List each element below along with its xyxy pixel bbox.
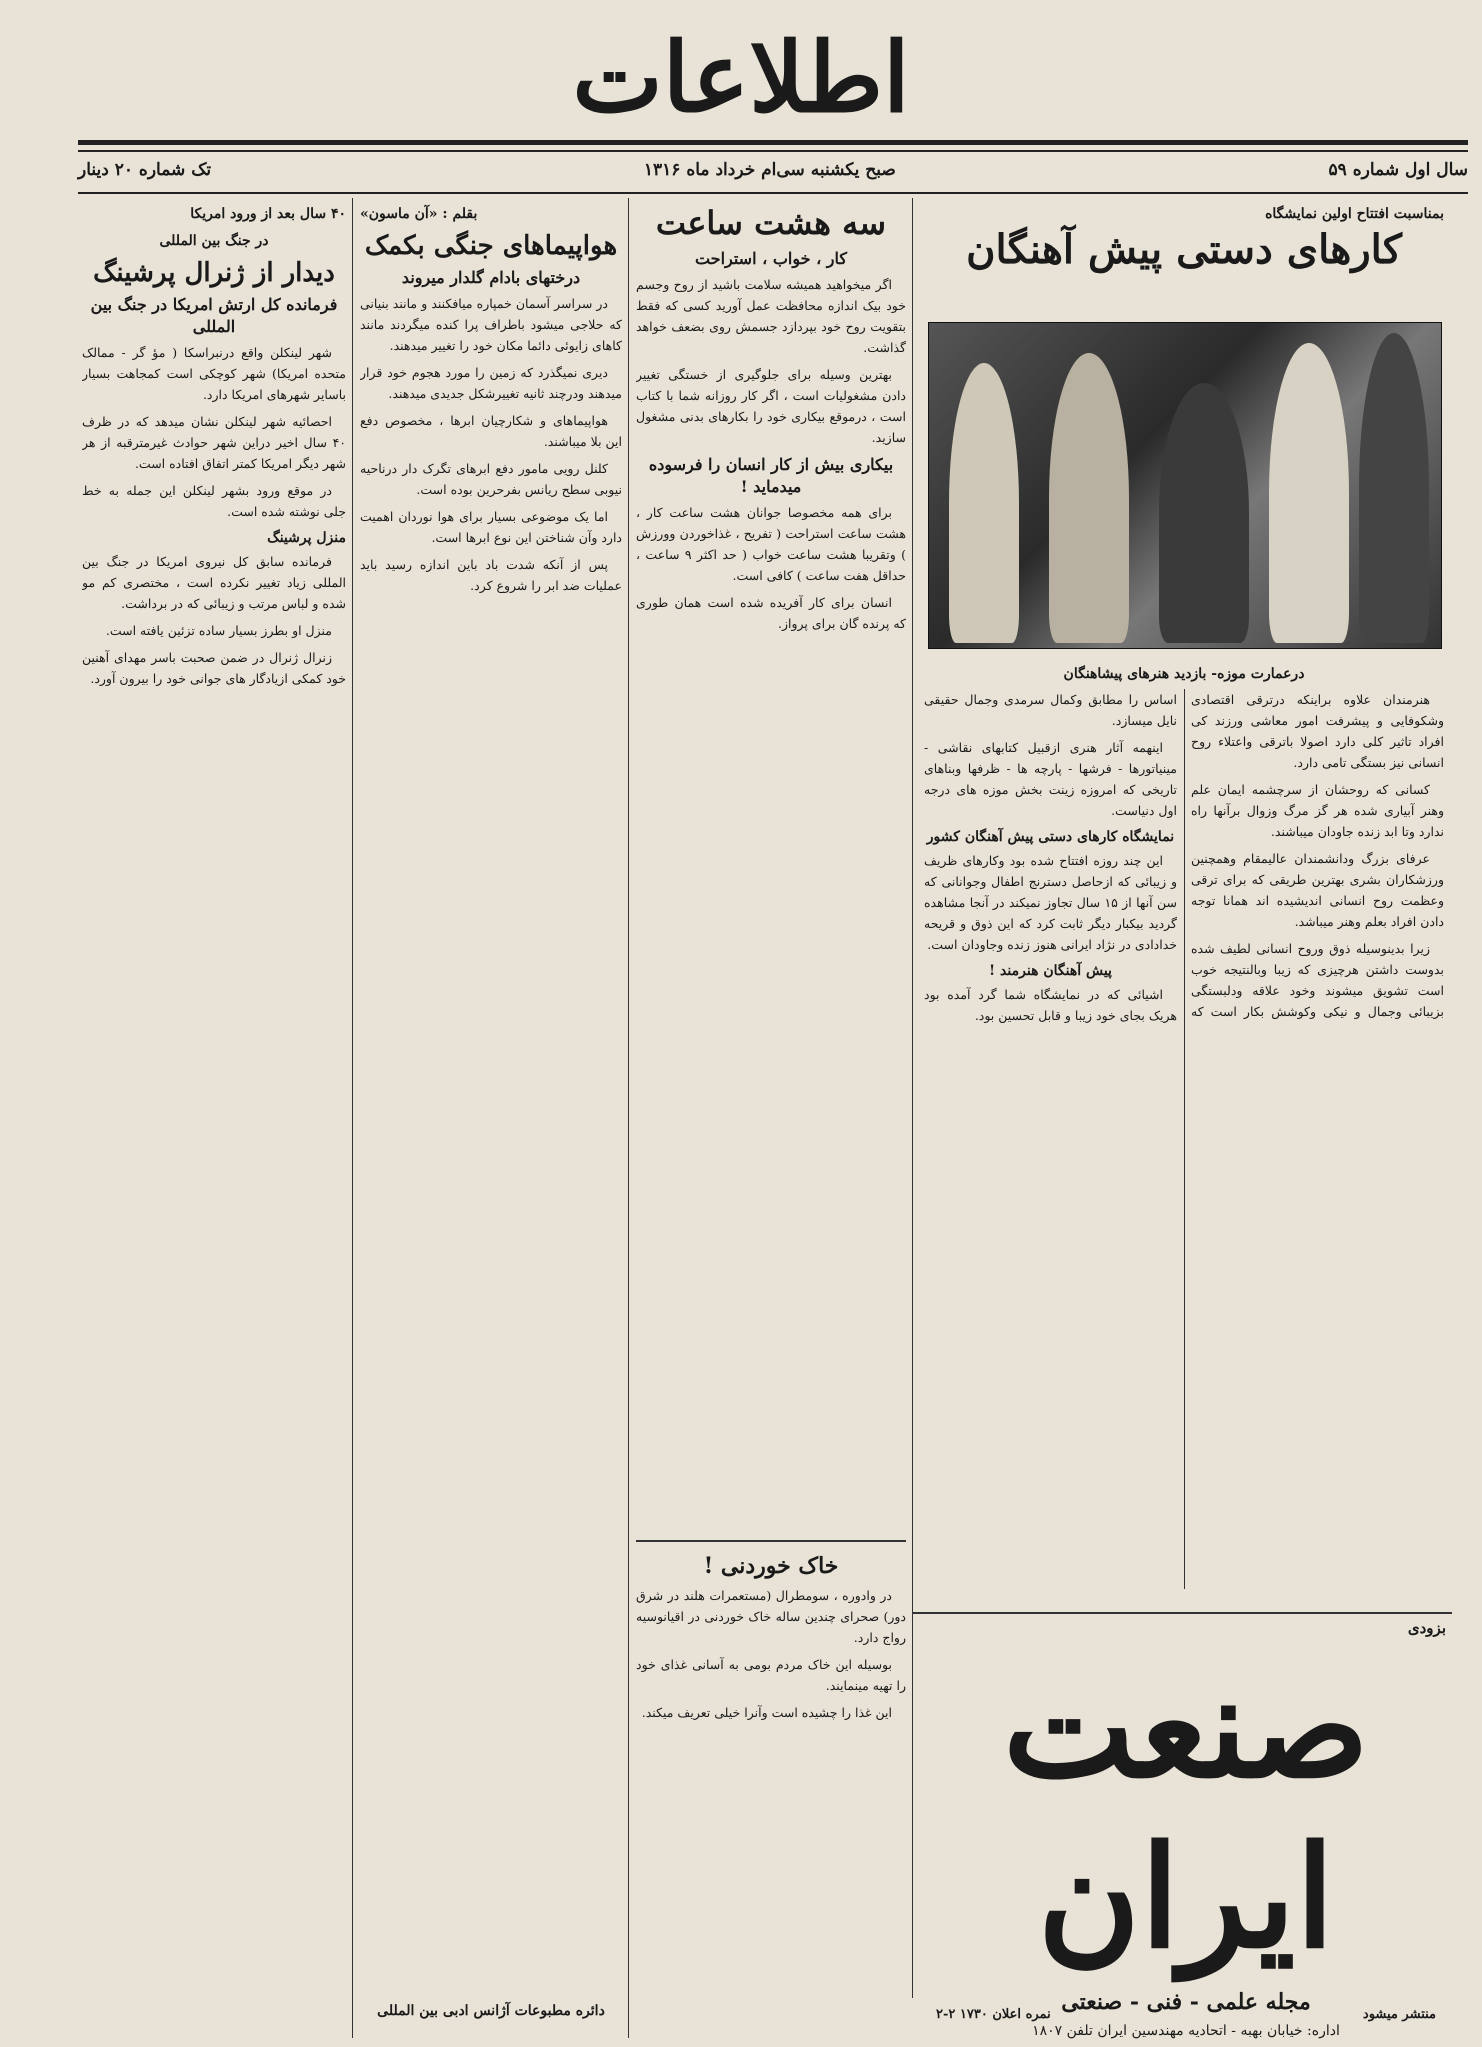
paragraph: هواپیماهای و شکارچیان ابرها ، مخصوص دفع این بلا میباشند. [360,413,622,449]
ad-subtitle: مجله علمی - فنی - صنعتی [1061,1989,1311,2015]
article-war-planes [360,198,622,2028]
dateline-rule [78,192,1468,194]
ad-tag: بزودی [1407,1619,1446,1637]
article-body [360,293,622,596]
article-subhead: کار ، خواب ، استراحت [694,249,848,268]
section-heading: نمایشگاه کارهای دستی پیش آهنگان کشور [926,829,1175,845]
photo-figure [1049,353,1129,643]
column-separator [352,198,353,2038]
photo-caption: درعمارت موزه- بازدید هنرهای پیشاهنگان [1063,666,1305,682]
article-byline: بقلم : «آن ماسون» [360,206,478,222]
paragraph: زیرا بدینوسیله ذوق وروح انسانی لطیف شده بدوست داشتن هرچیزی که زیبا وبالنتیجه خوب است تشویق میشوند وخود علاقه ودلبستگی بزیبائی وجمال و نیکی وکوشش بکار است که اساس را مطابق وکمال سرمدی وجمال حقیقی نایل میسازد. [924,692,1444,1019]
article-three-eights [636,198,906,1528]
photo-figure [1159,383,1249,643]
ad-separator [912,1612,1452,1614]
article-pioneers-body [924,660,1444,1610]
paragraph: اگر میخواهید همیشه سلامت باشید از روح وجسم خود بیک اندازه محافظت عمل آورید کسی که فقط بتقویت روح خود بپردازد جسمش روی بضعف خواهد گذاشت. [636,277,906,355]
advertisement-sanat-iran [926,1619,1446,2039]
article-footer: دائره مطبوعات آژانس ادبی بین المللی [377,2003,605,2019]
article-kicker-sub: در جنگ بین المللی [159,233,269,249]
ad-footer [926,2007,1446,2022]
article-headline: خاک خوردنی ! [703,1553,839,1579]
masthead-rule [78,140,1468,145]
article-kicker: بمناسبت افتتاح اولین نمایشگاه [1265,206,1444,222]
article-headline: کارهای دستی پیش آهنگان [966,226,1402,273]
paragraph: پس از آنکه شدت باد باین اندازه رسید باید عملیات ضد ابر را شروع کرد. [360,557,622,593]
issue-date: صبح یکشنبه سی‌ام خرداد ماه ۱۳۱۶ [643,160,896,180]
photo-figure [1269,343,1349,643]
ad-address: اداره: خیابان بهبه - اتحادیه مهندسین ایران تلفن ۱۸۰۷ [1032,2023,1340,2039]
article-kicker: ۴۰ سال بعد از ورود امریکا [190,206,346,222]
photo-figure [1359,333,1429,643]
paragraph: عرفای بزرگ ودانشمندان عالیمقام وهمچنین ورزشکاران بشری بهترین طریقی که برای ترقی وعظمت روح انسانی اندیشیده اند همانا توجه دادن افراد بعلم وهنر میباشد. [1191,851,1444,929]
section-heading: پیش آهنگان هنرمند ! [989,963,1112,979]
section-heading: منزل پرشینگ [267,530,346,546]
paragraph: در موقع ورود بشهر لینکلن این جمله به خط جلی نوشته شده است. [82,483,346,519]
article-body [636,274,906,634]
article-body [82,342,346,689]
paragraph: کسانی که روحشان از سرچشمه ایمان علم وهنر آبیاری شده هر گز مرگ وزوال برآنها راه ندارد وتا ابد زنده جاودان میباشند. [1191,782,1444,839]
article-edible-soil [636,1548,906,2028]
box-separator [636,1540,906,1542]
paragraph: زنرال ژنرال در ضمن صحبت باسر مهدای آهنین خود کمکی ازیادگار های جوانی خود را بیرون آورد. [82,650,346,686]
article-headline: سه هشت ساعت [655,204,887,242]
paragraph: این غذا را چشیده است وآنرا خیلی تعریف میکند. [641,1705,892,1720]
article-pullquote: بیکاری بیش از کار انسان را فرسوده میدماید ! [648,455,894,496]
paragraph: برای همه مخصوصا جوانان هشت ساعت کار ، هشت ساعت استراحت ( تفریح ، غذاخوردن وورزش ) وتقریبا هشت ساعت خواب ( حد اکثر ۹ ساعت ، حداقل هفت ساعت ) کافی است. [636,505,906,583]
paragraph: شهر لینکلن واقع درنبراسکا ( مؤ گر - ممالک متحده امریکا) شهر کوچکی است کمجاهت بسیار باسایر شهرهای امریکا دارد. [82,345,346,402]
paragraph: فرمانده سابق کل نیروی امریکا در جنگ بین المللی زیاد تغییر نکرده است ، مختصری کم مو شده و لباس مرتب و زیبائی که در برداشت. [82,554,346,611]
article-headline: هواپیماهای جنگی بکمک [364,231,618,261]
article-subhead: فرمانده کل ارتش امریکا در جنگ بین المللی [90,295,338,336]
photo-figure [949,363,1019,643]
paragraph: منزل او بطرز بسیار ساده تزئین یافته است. [105,623,332,638]
paragraph: هنرمندان علاوه براینکه درترقی اقتصادی وشکوفایی و پیشرفت امور معاشی ورزند کی افراد تاثیر کلی دارد اصولا باترقی واعتلاء روح انسانی نیز بستگی تامی دارد. [1191,692,1444,770]
column-separator [912,198,913,1998]
article-subhead: درختهای بادام گلدار میروند [401,268,581,287]
paragraph: انسان برای کار آفریده شده است همان طوری که پرنده گان برای پرواز. [636,595,906,631]
paragraph: کلنل رویی مامور دفع ابرهای تگرک دار درناحیه نیوبی سطح ریانس بفرحرین بوده است. [360,461,622,497]
issue-number: سال اول شماره ۵۹ [1328,160,1468,180]
article-body [924,689,1444,1589]
ad-title: صنعت ایران [1002,1646,1370,1980]
article-pershing [82,198,346,2028]
paragraph: اینهمه آثار هنری ازقبیل کتابهای نقاشی - مینیاتورها - فرشها - پارچه ها - ظرفها وبناهای تاریخی که امروزه زینت بخش موزه های درجه اول دنیاست. [924,740,1177,818]
masthead-title: اطلاعات [572,21,910,134]
masthead-rule-thin [78,150,1468,152]
ad-number: نمره اعلان ۱۷۳۰ ۲-۲ [936,2007,1051,2022]
paragraph: این چند روزه افتتاح شده بود وکارهای ظریف و زیبائی که ازحاصل دسترنج اطفال وجوانانی که سن آنها از ۱۵ سال تجاوز نمیکند در آنجا مشاهده گردید بیکبار دیگر ثابت کرد که این ذوق و قریحه خدادادی در نژاد ایرانی هنوز زنده وجاودان است. [924,853,1177,952]
paragraph: بهترین وسیله برای جلوگیری از خستگی تغییر دادن مشغولیات است ، اگر کار روزانه شما با کتاب است ، درموقع بیکاری خود را بکارهای بدنی مشغول سازید. [636,367,906,445]
paragraph: احصائیه شهر لینکلن نشان میدهد که در ظرف ۴۰ سال اخیر دراین شهر حوادث غیرمترقبه از هر شهر دیگر امریکا کمتر اتفاق افتاده است. [82,414,346,471]
paragraph: اشیائی که در نمایشگاه شما گرد آمده بود هریک بجای خود زیبا و قابل تحسین بود. [924,987,1177,1023]
ad-publish-note: منتشر میشود [1362,2007,1436,2022]
paragraph: بوسیله این خاک مردم بومی به آسانی غذای خود را تهیه مینمایند. [636,1657,906,1693]
paragraph: دیری نمیگذرد که زمین را مورد هجوم خود قرار میدهند ودرچند ثانیه تغییرشکل جدیدی میدهند. [360,365,622,401]
column-separator [628,198,629,2038]
article-body [636,1585,906,1723]
article-headline: دیدار از ژنرال پرشینگ [93,258,335,288]
paragraph: اما یک موضوعی بسیار برای هوا نوردان اهمیت دارد وآن شناختن این نوع ابرها است. [360,509,622,545]
paragraph: در وادوره ، سومطرال (مستعمرات هلند در شرق دور) صحرای چندین ساله خاک خوردنی در اقیانوسیه رواج دارد. [636,1588,906,1645]
issue-price: تک شماره ۲۰ دینار [78,160,212,180]
paragraph: در سراسر آسمان خمپاره میافکنند و مانند بنیانی که حلاجی میشود باطراف پرا کنده میگردند مانند کاهای زایوئی دائما مکان خود را تغییر میدهند. [360,296,622,353]
dateline [78,160,1468,190]
photo-exhibition [928,322,1442,649]
